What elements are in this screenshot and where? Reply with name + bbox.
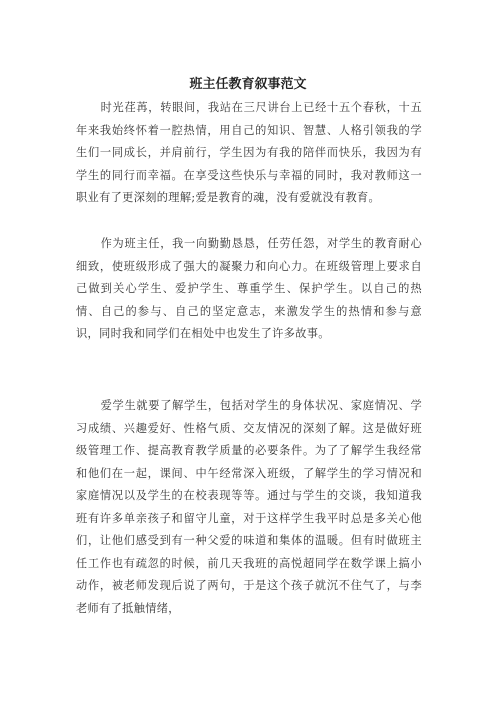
paragraph-3: 爱学生就要了解学生，包括对学生的身体状况、家庭情况、学习成绩、兴趣爱好、性格气质、交友情况的深刻了解。这是做好班级管理工作、提高教育教学质量的必要条件。为了了解学生我经常和他们在一起，课间、中午经常深入班级，了解学生的学习情况和家庭情况以及学生的在校表现等等。通过与学生的交谈，我知道我班有许多单亲孩子和留守儿童，对于这样学生我平时总是多关心他们，让他们感受到有一种父爱的味道和集体的温暖。但有时做班主任工作也有疏忽的时候，前几天我班的高悦超同学在数学课上搞小动作，被老师发现后说了两句，于是这个孩子就沉不住气了，与李老师有了抵触情绪， bbox=[76, 399, 422, 615]
document-title: 班主任教育叙事范文 bbox=[189, 77, 307, 92]
paragraph-1: 时光荏苒，转眼间，我站在三尺讲台上已经十五个春秋，十五年来我始终怀着一腔热情，用自己的知识、智慧、人格引领我的学生们一同成长，并肩前行，学生因为有我的陪伴而快乐，我因为有学生的同行而幸福。在享受这些快乐与幸福的同时，我对教师这一职业有了更深刻的理解;爱是教育的魂，没有爱就没有教育。 bbox=[76, 101, 422, 204]
paragraph-2: 作为班主任，我一向勤勤恳恳，任劳任怨，对学生的教育耐心细致，使班级形成了强大的凝聚力和向心力。在班级管理上要求自己做到关心学生、爱护学生、尊重学生、保护学生。以自己的热情、自己的参与、自己的坚定意志，来激发学生的热情和参与意识，同时我和同学们在相处中也发生了许多故事。 bbox=[76, 237, 422, 340]
